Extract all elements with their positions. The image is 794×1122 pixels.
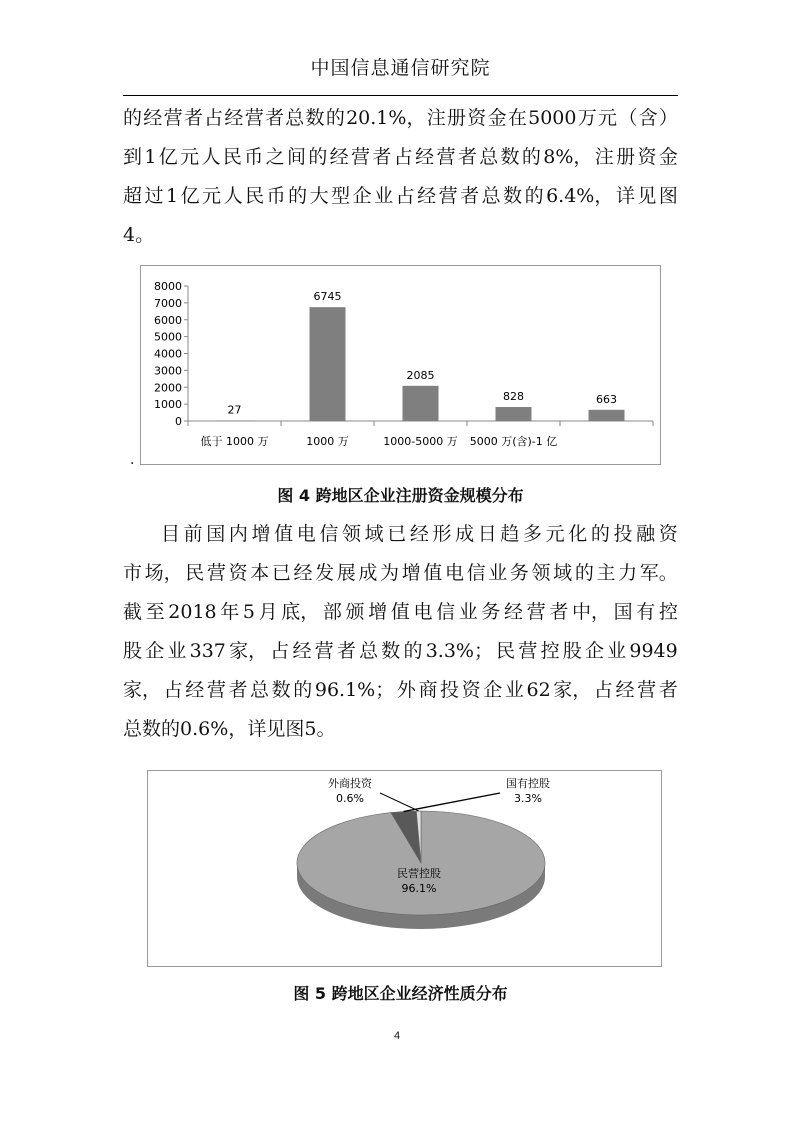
text-token: 信	[436, 601, 456, 623]
bar-data-label: 2085	[406, 368, 435, 382]
text-token: 数	[142, 718, 162, 740]
y-tick-label: 7000	[154, 296, 182, 310]
text-line	[123, 216, 678, 255]
text-token: 业	[458, 601, 478, 623]
text-token: 总	[250, 679, 270, 701]
text-token: 详	[247, 718, 267, 740]
text-token: 的	[161, 718, 181, 740]
text-token: 营	[351, 146, 371, 168]
text-token: 亿	[180, 185, 200, 207]
text-token: 5。	[304, 718, 336, 740]
text-token: 展	[336, 562, 356, 584]
text-token: 元	[202, 185, 222, 207]
text-token: 4。	[123, 224, 155, 246]
x-category-label: 1000-5000 万	[383, 435, 458, 448]
text-token: 间	[286, 146, 306, 168]
text-token: 多	[523, 523, 543, 545]
text-token: 经	[615, 679, 635, 701]
text-token: 领	[342, 523, 362, 545]
text-token: 企	[483, 679, 503, 701]
text-token: 1	[166, 185, 179, 207]
figure-5-pie-chart	[147, 770, 662, 967]
text-token: 者	[658, 679, 678, 701]
text-token: 增	[251, 523, 271, 545]
text-token: 务	[481, 601, 501, 623]
text-token: 0.6%，	[180, 718, 248, 740]
page-number: 4	[393, 1030, 401, 1042]
text-token: 6.4%，	[546, 185, 614, 207]
text-token: （	[618, 107, 638, 129]
text-token: 家，	[553, 679, 592, 701]
text-line	[123, 593, 678, 632]
text-token: 场，	[144, 562, 183, 584]
text-token: 资	[228, 562, 248, 584]
text-token: 营	[438, 185, 458, 207]
text-token: 力	[618, 562, 638, 584]
text-token: 民	[496, 640, 516, 662]
text-token: 见	[266, 718, 286, 740]
text-token: 营	[206, 679, 226, 701]
text-token: 人	[201, 146, 221, 168]
text-token: 成	[455, 523, 475, 545]
text-token: 本	[250, 562, 270, 584]
bar-chart-svg	[141, 266, 660, 464]
text-token: 为	[380, 562, 400, 584]
text-token: 商	[418, 679, 438, 701]
text-token: 业	[504, 679, 524, 701]
text-token: 之	[265, 146, 285, 168]
text-token: 域	[364, 523, 384, 545]
text-token: 投	[613, 523, 633, 545]
text-token: 主	[596, 562, 616, 584]
text-token: 经	[293, 562, 313, 584]
text-token: 截	[123, 601, 143, 623]
text-line	[123, 99, 678, 138]
text-line	[123, 138, 678, 177]
text-token: 股	[562, 640, 582, 662]
text-line	[123, 632, 678, 671]
text-token: 金	[658, 146, 678, 168]
text-line	[123, 177, 678, 216]
text-token: 图	[285, 718, 305, 740]
bar-data-label: 6745	[313, 290, 342, 304]
text-token: 企	[352, 185, 372, 207]
text-token: 者	[264, 107, 284, 129]
text-token: 已	[271, 562, 291, 584]
text-token: 册	[447, 107, 467, 129]
text-token: 元	[180, 146, 200, 168]
text-token: 8%，	[543, 146, 593, 168]
text-token: 总	[481, 185, 501, 207]
text-token: 在	[507, 107, 527, 129]
text-token: 万	[577, 107, 597, 129]
text-token: 企	[145, 640, 165, 662]
text-token: 经	[292, 640, 312, 662]
text-token: 数	[381, 640, 401, 662]
text-token: 的	[521, 146, 541, 168]
x-category-label: 低于 1000 万	[200, 435, 269, 448]
x-category-label: 5000 万(含)-1 亿	[469, 435, 558, 448]
text-token: 经	[185, 679, 205, 701]
text-token: 总	[479, 146, 499, 168]
text-token: 民	[245, 185, 265, 207]
text-token: 资	[658, 523, 678, 545]
pie-slice-value: 3.3%	[514, 792, 542, 805]
text-token: 领	[531, 562, 551, 584]
text-token: 的	[590, 523, 610, 545]
text-token: 企	[584, 640, 604, 662]
stray-dot: .	[130, 452, 135, 468]
text-token: 总	[285, 107, 305, 129]
y-tick-label: 5000	[154, 330, 182, 344]
text-token: 发	[315, 562, 335, 584]
text-token: 亿	[158, 146, 178, 168]
text-token: 民	[222, 146, 242, 168]
text-token: 值	[390, 601, 410, 623]
pie-chart-svg	[148, 771, 661, 966]
text-token: ）	[658, 107, 678, 129]
y-tick-label: 1000	[154, 398, 182, 412]
bar	[496, 407, 532, 421]
text-token: 值	[274, 523, 294, 545]
text-token: 金	[487, 107, 507, 129]
text-token: 营	[436, 146, 456, 168]
page-header: 中国信息通信研究院	[123, 52, 678, 96]
text-token: 超	[123, 185, 143, 207]
text-token: 形	[432, 523, 452, 545]
text-token: 已	[387, 523, 407, 545]
bar	[403, 386, 439, 421]
figure-5-caption: 图 5 跨地区企业经济性质分布	[293, 984, 508, 1003]
text-token: 家，	[123, 679, 162, 701]
text-token: 成	[358, 562, 378, 584]
pie-slice-name: 国有控股	[506, 777, 550, 790]
text-token: 前	[183, 523, 203, 545]
text-token: 域	[553, 562, 573, 584]
text-token: 者	[372, 146, 392, 168]
text-token: 业	[167, 640, 187, 662]
text-line	[123, 515, 678, 554]
text-token: 总	[359, 640, 379, 662]
paragraph-ownership	[123, 515, 678, 749]
text-token: 含	[638, 107, 658, 129]
text-token: 内	[228, 523, 248, 545]
text-token: 资	[637, 146, 657, 168]
text-token: 市	[123, 562, 143, 584]
text-token: 图	[658, 185, 678, 207]
text-token: 化	[568, 523, 588, 545]
pie-slice-value: 96.1%	[401, 882, 437, 895]
text-token: 的	[403, 640, 423, 662]
leader-line-foreign	[380, 793, 419, 811]
text-token: 营	[314, 640, 334, 662]
text-token: 信	[466, 562, 486, 584]
text-token: 9949	[629, 640, 678, 662]
text-token: 底，	[281, 601, 320, 623]
text-token: 信	[319, 523, 339, 545]
text-token: 者	[460, 185, 480, 207]
text-token: 营	[637, 679, 657, 701]
text-token: 营	[206, 562, 226, 584]
bar	[310, 307, 346, 421]
text-token: 数	[271, 679, 291, 701]
text-token: 营	[526, 601, 546, 623]
y-tick-label: 6000	[154, 313, 182, 327]
text-token: 注	[426, 107, 446, 129]
text-token: 元	[598, 107, 618, 129]
text-token: 民	[185, 562, 205, 584]
text-token: 的	[288, 185, 308, 207]
text-token: 国	[206, 523, 226, 545]
y-tick-label: 4000	[154, 347, 182, 361]
text-line	[123, 554, 678, 593]
y-tick-label: 2000	[154, 381, 182, 395]
text-token: 经	[409, 523, 429, 545]
text-token: 经	[504, 601, 524, 623]
text-token: 占	[395, 185, 415, 207]
text-token: 者	[183, 107, 203, 129]
text-token: 到	[123, 146, 143, 168]
text-token: 337	[189, 640, 226, 662]
text-line	[123, 671, 678, 710]
text-token: 元	[545, 523, 565, 545]
text-token: 详	[615, 185, 635, 207]
text-token: 股	[123, 640, 143, 662]
text-token: 1	[144, 146, 157, 168]
text-token: 者	[336, 640, 356, 662]
y-tick-label: 0	[175, 415, 182, 428]
text-token: 业	[374, 185, 394, 207]
text-token: 大	[309, 185, 329, 207]
text-token: 值	[423, 562, 443, 584]
pie-slice-value: 0.6%	[336, 792, 364, 805]
text-token: 者	[228, 679, 248, 701]
text-token: 增	[401, 562, 421, 584]
text-token: 日	[477, 523, 497, 545]
text-token: 投	[440, 679, 460, 701]
text-token: 的	[123, 107, 143, 129]
figure-4-caption: 图 4 跨地区企业注册资金规模分布	[277, 486, 524, 505]
text-token: 占	[163, 679, 183, 701]
text-token: 颁	[345, 601, 365, 623]
y-tick-label: 3000	[154, 364, 182, 378]
text-token: 经	[417, 185, 437, 207]
pie-slice-name: 民营控股	[397, 867, 441, 880]
text-token: 目	[161, 523, 181, 545]
text-token: 人	[223, 185, 243, 207]
bar-data-label: 27	[227, 403, 242, 417]
text-token: 年	[220, 601, 240, 623]
text-token: 电	[413, 601, 433, 623]
text-token: 务	[509, 562, 529, 584]
text-token: 数	[500, 146, 520, 168]
y-tick-label: 8000	[154, 280, 182, 293]
text-token: 占	[393, 146, 413, 168]
text-token: 电	[296, 523, 316, 545]
text-token: 月	[258, 601, 278, 623]
bar	[589, 410, 625, 421]
text-token: 币	[266, 185, 286, 207]
text-token: 资	[467, 107, 487, 129]
text-token: 国	[613, 601, 633, 623]
text-token: 趋	[500, 523, 520, 545]
text-token: 96.1%；	[314, 679, 395, 701]
text-token: 经	[224, 107, 244, 129]
figure-4-bar-chart	[140, 265, 661, 465]
text-token: 20.1%，	[346, 107, 426, 129]
text-token: 型	[331, 185, 351, 207]
text-token: 者	[457, 146, 477, 168]
text-token: 见	[637, 185, 657, 207]
text-token: 62	[526, 679, 551, 701]
text-token: 经	[329, 146, 349, 168]
text-token: 5000	[528, 107, 577, 129]
text-token: 3.3%；	[425, 640, 493, 662]
text-token: 有	[636, 601, 656, 623]
text-token: 电	[444, 562, 464, 584]
text-token: 控	[540, 640, 560, 662]
leader-line-state	[404, 793, 500, 812]
text-token: 融	[636, 523, 656, 545]
text-token: 增	[368, 601, 388, 623]
text-token: 占	[270, 640, 290, 662]
text-token: 营	[163, 107, 183, 129]
text-token: 册	[616, 146, 636, 168]
text-token: 的	[574, 562, 594, 584]
text-token: 军。	[639, 562, 678, 584]
text-token: 业	[488, 562, 508, 584]
text-token: 的	[325, 107, 345, 129]
text-token: 数	[503, 185, 523, 207]
text-token: 者	[549, 601, 569, 623]
text-token: 占	[204, 107, 224, 129]
text-token: 数	[305, 107, 325, 129]
text-token: 中，	[571, 601, 610, 623]
bar-data-label: 828	[503, 390, 524, 404]
text-token: 部	[322, 601, 342, 623]
text-token: 的	[293, 679, 313, 701]
text-line	[123, 710, 678, 749]
text-token: 经	[143, 107, 163, 129]
text-token: 营	[518, 640, 538, 662]
paragraph-registered-capital	[123, 99, 678, 255]
text-token: 的	[524, 185, 544, 207]
text-token: 家，	[229, 640, 268, 662]
text-token: 外	[396, 679, 416, 701]
text-token: 注	[594, 146, 614, 168]
text-token: 资	[461, 679, 481, 701]
x-category-label: 1000 万	[306, 435, 349, 448]
text-token: 5	[242, 601, 255, 623]
text-token: 营	[244, 107, 264, 129]
text-token: 至	[145, 601, 165, 623]
text-token: 的	[308, 146, 328, 168]
bar-data-label: 663	[596, 392, 617, 406]
text-token: 经	[415, 146, 435, 168]
text-token: 币	[244, 146, 264, 168]
pie-slice-name: 外商投资	[328, 777, 372, 790]
text-token: 过	[144, 185, 164, 207]
text-token: 业	[607, 640, 627, 662]
text-token: 总	[123, 718, 143, 740]
text-token: 控	[658, 601, 678, 623]
text-token: 2018	[168, 601, 217, 623]
text-token: 占	[593, 679, 613, 701]
